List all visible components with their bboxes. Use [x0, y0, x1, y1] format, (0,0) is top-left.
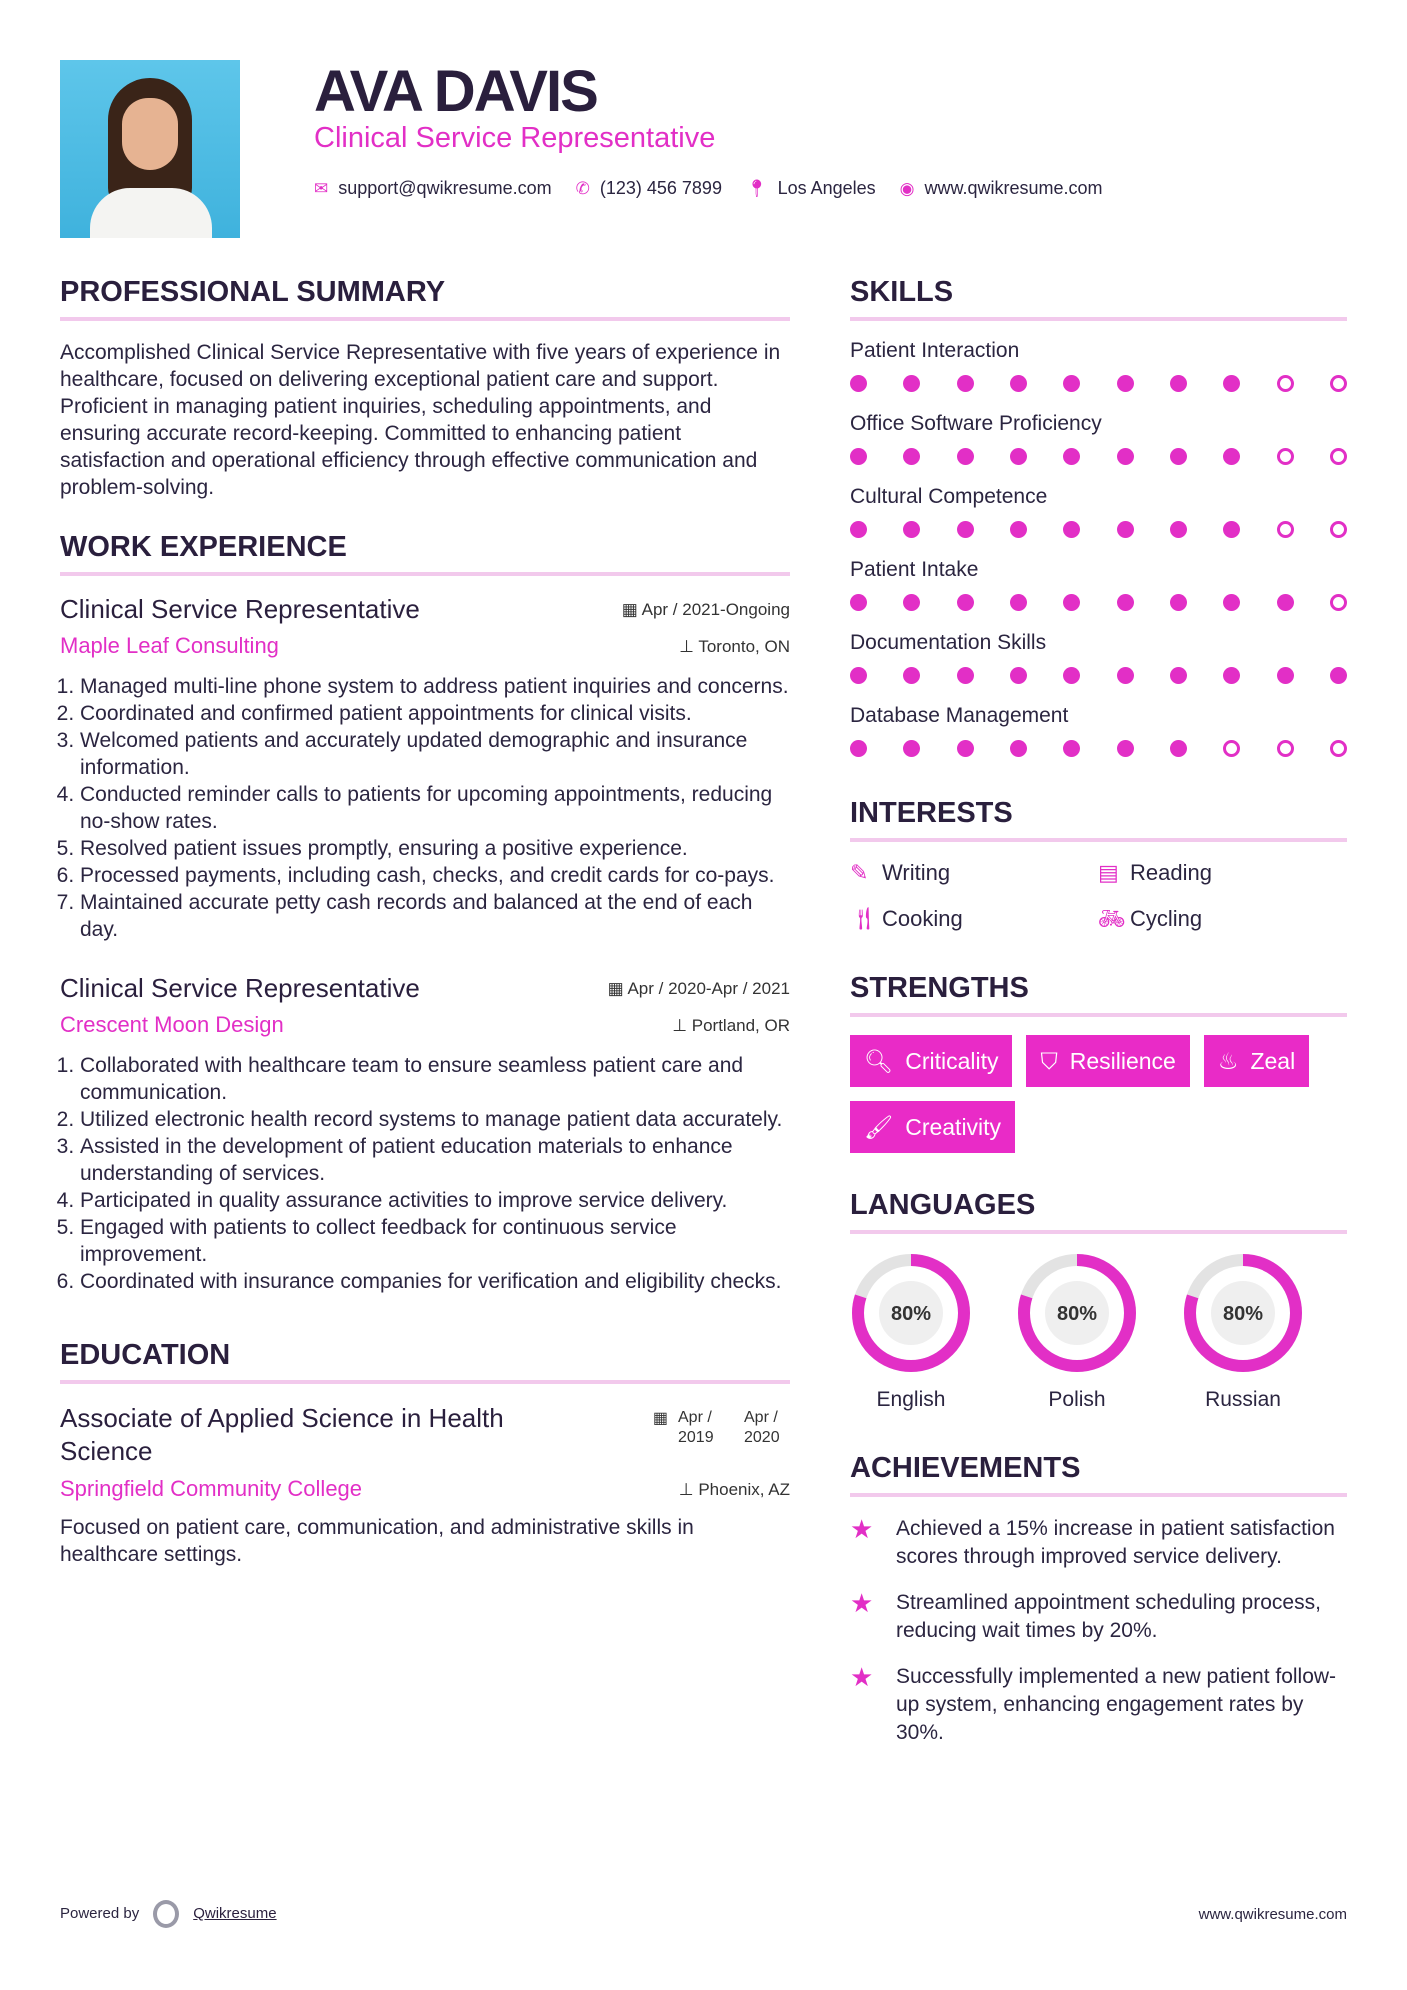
- rating-dot-empty: [1277, 521, 1294, 538]
- rating-dot-empty: [1330, 375, 1347, 392]
- strength-label: Resilience: [1069, 1047, 1176, 1074]
- brush-icon: 🖌︎: [864, 1113, 894, 1140]
- interests-section: [850, 797, 1347, 932]
- rating-dot-filled: [1170, 740, 1187, 757]
- skill-rating: [850, 740, 1347, 757]
- envelope-icon: ✉: [314, 178, 329, 198]
- job-dates: Apr / 2020-Apr / 2021: [627, 979, 790, 998]
- skill-item: [850, 704, 1347, 757]
- skill-name: Documentation Skills: [850, 631, 1047, 654]
- pin-icon: ⊥: [678, 1480, 699, 1499]
- bullet-item: 5. Engaged with patients to collect feedback for continuous service improvement.: [80, 1214, 790, 1268]
- skill-name: Office Software Proficiency: [850, 412, 1102, 435]
- language-item: [850, 1252, 972, 1412]
- edu-end-date: Apr / 2020: [744, 1409, 780, 1446]
- achievement-item: [850, 1589, 1347, 1645]
- rating-dot-filled: [1010, 375, 1027, 392]
- rating-dot-filled: [1223, 594, 1240, 611]
- skill-rating: [850, 448, 1347, 465]
- rating-dot-filled: [1170, 667, 1187, 684]
- skill-rating: [850, 594, 1347, 611]
- contact-bar: [314, 178, 1103, 199]
- rating-dot-empty: [1223, 740, 1240, 757]
- rating-dot-filled: [1170, 521, 1187, 538]
- education-section: [60, 1339, 790, 1568]
- rating-dot-filled: [1277, 667, 1294, 684]
- bullet-item: 3. Assisted in the development of patient education materials to enhance understanding of services.: [80, 1133, 790, 1187]
- rating-dot-filled: [850, 667, 867, 684]
- rating-dot-filled: [1117, 667, 1134, 684]
- skill-item: [850, 558, 1347, 611]
- pin-icon: ⊥: [672, 1016, 692, 1035]
- rating-dot-filled: [1063, 667, 1080, 684]
- section-title: STRENGTHS: [850, 972, 1347, 1017]
- language-progress-ring: [1182, 1252, 1304, 1374]
- achievements-section: [850, 1452, 1347, 1747]
- rating-dot-empty: [1330, 521, 1347, 538]
- rating-dot-filled: [1223, 667, 1240, 684]
- degree-title: Associate of Applied Science in Health Science: [60, 1403, 504, 1466]
- rating-dot-filled: [1063, 448, 1080, 465]
- language-progress-ring: [850, 1252, 972, 1374]
- rating-dot-empty: [1330, 740, 1347, 757]
- calendar-icon: ▦: [652, 1410, 668, 1427]
- language-name: Polish: [1048, 1388, 1106, 1411]
- achievement-text: Successfully implemented a new patient follow-up system, enhancing engagement rates by 30%.: [896, 1665, 1337, 1744]
- rating-dot-filled: [1117, 448, 1134, 465]
- star-icon: ★: [850, 1662, 874, 1692]
- skill-rating: [850, 521, 1347, 538]
- summary-text: Accomplished Clinical Service Representative with five years of experience in healthcare, focused on delivering exceptional patient care and support. Proficient in managing patient inquiries, scheduling appointments, and ensuring accurate record-keeping. Committed to enhancing patient satisfaction and operational efficiency through effective communication and problem-solving.: [60, 341, 781, 499]
- bullet-item: 2. Utilized electronic health record systems to manage patient data accurately.: [80, 1106, 790, 1133]
- footer: [60, 1900, 1347, 1928]
- interest-label: Writing: [882, 860, 951, 885]
- strength-label: Criticality: [905, 1047, 999, 1074]
- rating-dot-filled: [1010, 667, 1027, 684]
- job-location: Toronto, ON: [698, 637, 790, 656]
- rating-dot-filled: [957, 667, 974, 684]
- rating-dot-filled: [903, 740, 920, 757]
- achievement-text: Achieved a 15% increase in patient satisfaction scores through improved service delivery.: [896, 1517, 1335, 1568]
- map-pin-icon: 📍︎: [745, 178, 768, 198]
- rating-dot-filled: [1063, 521, 1080, 538]
- rating-dot-filled: [1063, 375, 1080, 392]
- star-icon: ★: [850, 1514, 874, 1544]
- section-title: ACHIEVEMENTS: [850, 1452, 1347, 1497]
- rating-dot-filled: [903, 594, 920, 611]
- star-icon: ★: [850, 1588, 874, 1618]
- calendar-icon: ▦: [621, 600, 642, 619]
- rating-dot-filled: [1063, 594, 1080, 611]
- rating-dot-filled: [1223, 521, 1240, 538]
- rating-dot-filled: [850, 740, 867, 757]
- strength-label: Creativity: [905, 1113, 1002, 1140]
- job-title: Clinical Service Representative: [60, 973, 420, 1003]
- pin-icon: ⊥: [679, 637, 699, 656]
- rating-dot-empty: [1277, 740, 1294, 757]
- brand-link[interactable]: Qwikresume: [193, 1904, 277, 1922]
- rating-dot-empty: [1330, 594, 1347, 611]
- skill-item: [850, 631, 1347, 684]
- company-name: Crescent Moon Design: [60, 1012, 284, 1037]
- location-text: Los Angeles: [777, 178, 876, 198]
- section-title: LANGUAGES: [850, 1189, 1347, 1234]
- search-icon: 🔍︎: [864, 1047, 894, 1074]
- powered-by-text: Powered by: [60, 1904, 140, 1922]
- rating-dot-filled: [903, 521, 920, 538]
- profile-photo: [60, 60, 240, 238]
- phone-icon: ✆: [575, 178, 590, 198]
- rating-dot-filled: [850, 521, 867, 538]
- job-title: Clinical Service Representative: [60, 594, 420, 624]
- candidate-name: AVA DAVIS: [314, 59, 597, 124]
- rating-dot-filled: [1117, 375, 1134, 392]
- section-title: SKILLS: [850, 276, 1347, 321]
- job-entry: [60, 973, 790, 1295]
- interest-label: Cycling: [1130, 906, 1203, 931]
- section-title: PROFESSIONAL SUMMARY: [60, 276, 790, 321]
- rating-dot-filled: [1277, 594, 1294, 611]
- skill-item: [850, 412, 1347, 465]
- rating-dot-filled: [850, 594, 867, 611]
- bicycle-icon: 🚲︎: [1098, 906, 1126, 931]
- rating-dot-filled: [1063, 740, 1080, 757]
- rating-dot-filled: [1010, 448, 1027, 465]
- skill-rating: [850, 667, 1347, 684]
- utensils-icon: 🍴︎: [850, 906, 878, 931]
- bullet-item: 1. Collaborated with healthcare team to ensure seamless patient care and communication.: [80, 1052, 790, 1106]
- rating-dot-filled: [957, 448, 974, 465]
- company-name: Maple Leaf Consulting: [60, 633, 279, 658]
- interest-label: Cooking: [882, 906, 963, 931]
- skills-section: [850, 276, 1347, 757]
- language-item: [1016, 1252, 1138, 1412]
- achievement-text: Streamlined appointment scheduling process, reducing wait times by 20%.: [896, 1591, 1321, 1642]
- strength-chip: [1204, 1035, 1309, 1087]
- rating-dot-filled: [1010, 521, 1027, 538]
- bullet-item: 4. Participated in quality assurance activities to improve service delivery.: [80, 1187, 790, 1214]
- bullet-item: 5. Resolved patient issues promptly, ensuring a positive experience.: [80, 835, 790, 862]
- job-dates: Apr / 2021-Ongoing: [641, 600, 790, 619]
- rating-dot-filled: [957, 594, 974, 611]
- bullet-item: 3. Welcomed patients and accurately updated demographic and insurance information.: [80, 727, 790, 781]
- bullet-item: 1. Managed multi-line phone system to address patient inquiries and concerns.: [80, 673, 790, 700]
- globe-icon: ◉: [899, 178, 915, 198]
- email-link[interactable]: support@qwikresume.com: [338, 178, 552, 198]
- skill-rating: [850, 375, 1347, 392]
- rating-dot-filled: [1117, 740, 1134, 757]
- language-item: [1182, 1252, 1304, 1412]
- skill-item: [850, 339, 1347, 392]
- pencil-icon: ✎: [850, 860, 869, 885]
- calendar-icon: ▦: [607, 979, 628, 998]
- skill-name: Patient Interaction: [850, 339, 1020, 362]
- candidate-role: Clinical Service Representative: [314, 122, 716, 154]
- phone-text: (123) 456 7899: [599, 178, 722, 198]
- rating-dot-filled: [957, 375, 974, 392]
- language-percent: 80%: [1056, 1303, 1098, 1325]
- bullet-item: 6. Processed payments, including cash, checks, and credit cards for co-pays.: [80, 862, 790, 889]
- strength-chip: [850, 1035, 1012, 1087]
- rating-dot-filled: [957, 740, 974, 757]
- job-location: Portland, OR: [691, 1016, 790, 1035]
- edu-start-date: Apr / 2019: [678, 1409, 714, 1446]
- strength-chip: [850, 1101, 1015, 1153]
- fire-icon: ♨: [1217, 1047, 1239, 1074]
- school-name: Springfield Community College: [60, 1476, 363, 1501]
- interest-label: Reading: [1130, 860, 1212, 885]
- rating-dot-empty: [1277, 375, 1294, 392]
- rating-dot-filled: [1117, 521, 1134, 538]
- section-title: INTERESTS: [850, 797, 1347, 842]
- language-percent: 80%: [890, 1303, 932, 1325]
- book-icon: ▤: [1098, 860, 1119, 885]
- rating-dot-filled: [1170, 448, 1187, 465]
- rating-dot-filled: [1223, 448, 1240, 465]
- bullet-item: 4. Conducted reminder calls to patients for upcoming appointments, reducing no-show rates.: [80, 781, 790, 835]
- rating-dot-filled: [1117, 594, 1134, 611]
- section-title: EDUCATION: [60, 1339, 790, 1384]
- bullet-item: 2. Coordinated and confirmed patient appointments for clinical visits.: [80, 700, 790, 727]
- interest-item: [850, 906, 1098, 932]
- strength-chip: [1026, 1035, 1189, 1087]
- rating-dot-filled: [850, 375, 867, 392]
- rating-dot-filled: [903, 375, 920, 392]
- language-name: English: [876, 1388, 946, 1411]
- bullet-item: 6. Coordinated with insurance companies for verification and eligibility checks.: [80, 1268, 790, 1295]
- shield-icon: ⛉: [1040, 1047, 1058, 1074]
- rating-dot-filled: [957, 521, 974, 538]
- rating-dot-filled: [1223, 375, 1240, 392]
- edu-location: Phoenix, AZ: [698, 1480, 790, 1499]
- skill-name: Cultural Competence: [850, 485, 1048, 508]
- skill-name: Patient Intake: [850, 558, 979, 581]
- rating-dot-filled: [1010, 740, 1027, 757]
- rating-dot-filled: [903, 667, 920, 684]
- footer-site-link[interactable]: www.qwikresume.com: [1198, 1905, 1347, 1923]
- achievement-item: [850, 1515, 1347, 1571]
- achievement-item: [850, 1663, 1347, 1747]
- work-section: [60, 531, 790, 1295]
- interest-item: [1098, 906, 1346, 932]
- rating-dot-filled: [1170, 594, 1187, 611]
- education-description: Focused on patient care, communication, and administrative skills in healthcare settings.: [60, 1516, 694, 1566]
- website-link[interactable]: www.qwikresume.com: [924, 178, 1103, 198]
- qwikresume-logo-icon: [153, 1900, 179, 1928]
- rating-dot-empty: [1277, 448, 1294, 465]
- rating-dot-filled: [903, 448, 920, 465]
- rating-dot-filled: [1010, 594, 1027, 611]
- interest-item: [850, 860, 1098, 886]
- rating-dot-filled: [850, 448, 867, 465]
- language-name: Russian: [1205, 1388, 1281, 1411]
- rating-dot-empty: [1330, 448, 1347, 465]
- skill-item: [850, 485, 1347, 538]
- summary-section: [60, 276, 790, 501]
- language-progress-ring: [1016, 1252, 1138, 1374]
- rating-dot-filled: [1170, 375, 1187, 392]
- job-entry: [60, 594, 790, 943]
- strengths-section: [850, 972, 1347, 1153]
- interest-item: [1098, 860, 1346, 886]
- section-title: WORK EXPERIENCE: [60, 531, 790, 576]
- languages-section: [850, 1189, 1347, 1412]
- skill-name: Database Management: [850, 704, 1069, 727]
- bullet-item: 7. Maintained accurate petty cash records and balanced at the end of each day.: [80, 889, 790, 943]
- language-percent: 80%: [1222, 1303, 1264, 1325]
- strength-label: Zeal: [1250, 1047, 1296, 1074]
- job-bullets: [60, 673, 790, 943]
- job-bullets: [60, 1052, 790, 1295]
- rating-dot-filled: [1330, 667, 1347, 684]
